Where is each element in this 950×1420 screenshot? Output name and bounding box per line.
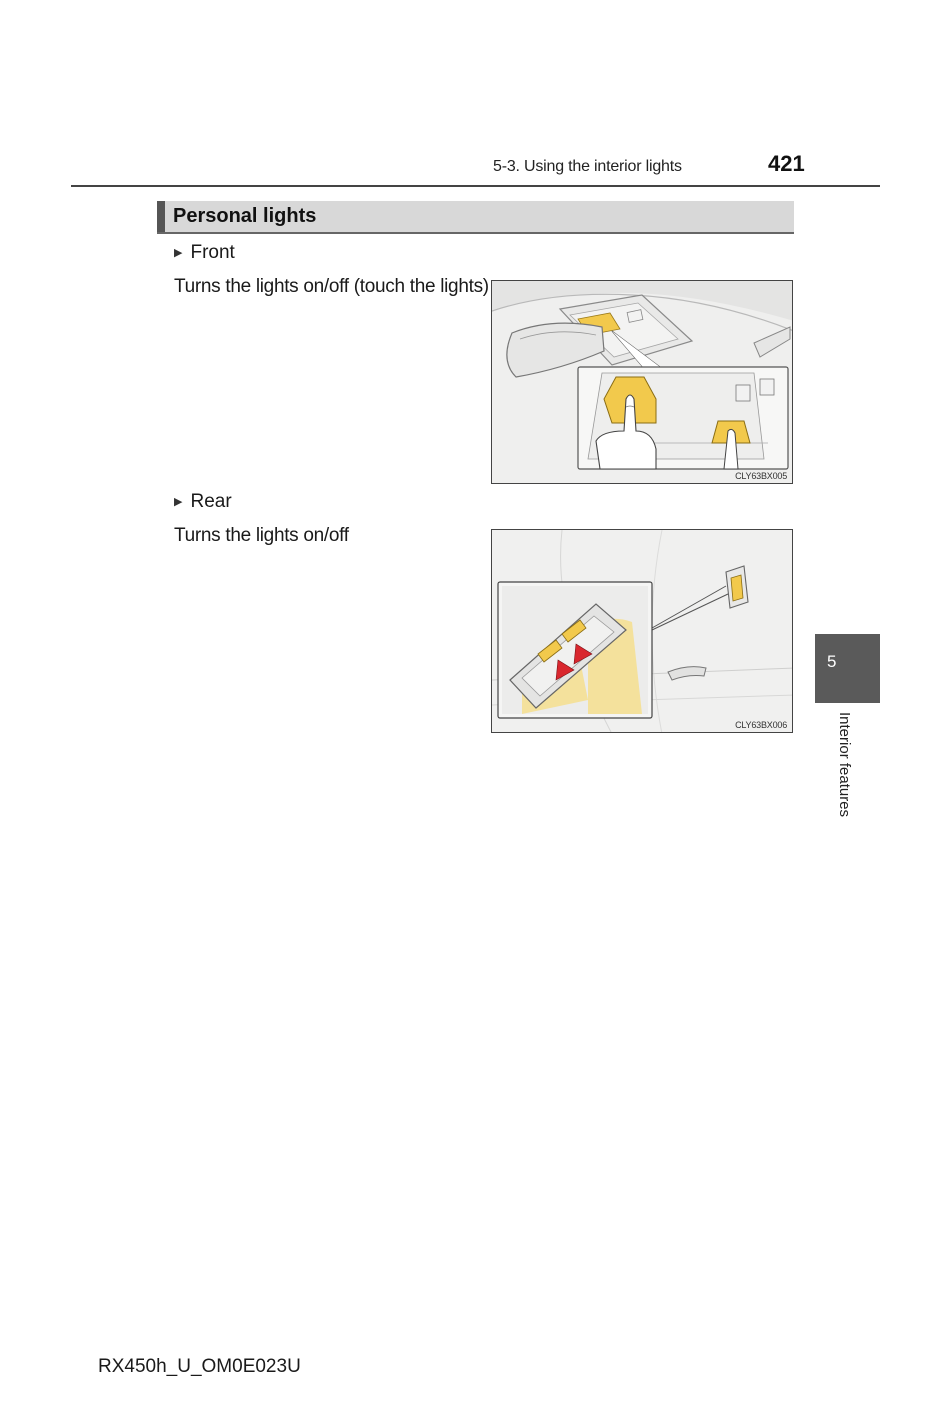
subheading-rear	[174, 491, 232, 513]
front-light-figure	[491, 280, 793, 484]
manual-code: RX450h_U_OM0E023U	[98, 1356, 301, 1377]
rear-description: Turns the lights on/off	[174, 525, 349, 546]
rear-light-illustration	[492, 530, 793, 733]
section-title-bar	[157, 201, 794, 234]
front-description: Turns the lights on/off (touch the lights)	[174, 276, 489, 297]
subheading-front	[174, 242, 235, 264]
page-number: 421	[768, 151, 805, 176]
rear-figure-code: CLY63BX006	[735, 720, 787, 730]
front-light-illustration	[492, 281, 793, 484]
running-header-section: 5-3. Using the interior lights	[493, 158, 682, 175]
title-accent	[157, 201, 165, 232]
chapter-number: 5	[827, 652, 837, 671]
chapter-tab	[815, 634, 880, 703]
triangle-bullet-icon: ▶	[174, 496, 183, 508]
section-title: Personal lights	[173, 205, 317, 227]
chapter-label: Interior features	[836, 712, 853, 818]
front-figure-code: CLY63BX005	[735, 471, 787, 481]
subheading-front-label: Front	[190, 242, 235, 263]
subheading-rear-label: Rear	[190, 491, 232, 512]
header-divider	[71, 185, 880, 187]
rear-light-figure	[491, 529, 793, 733]
triangle-bullet-icon: ▶	[174, 247, 183, 259]
